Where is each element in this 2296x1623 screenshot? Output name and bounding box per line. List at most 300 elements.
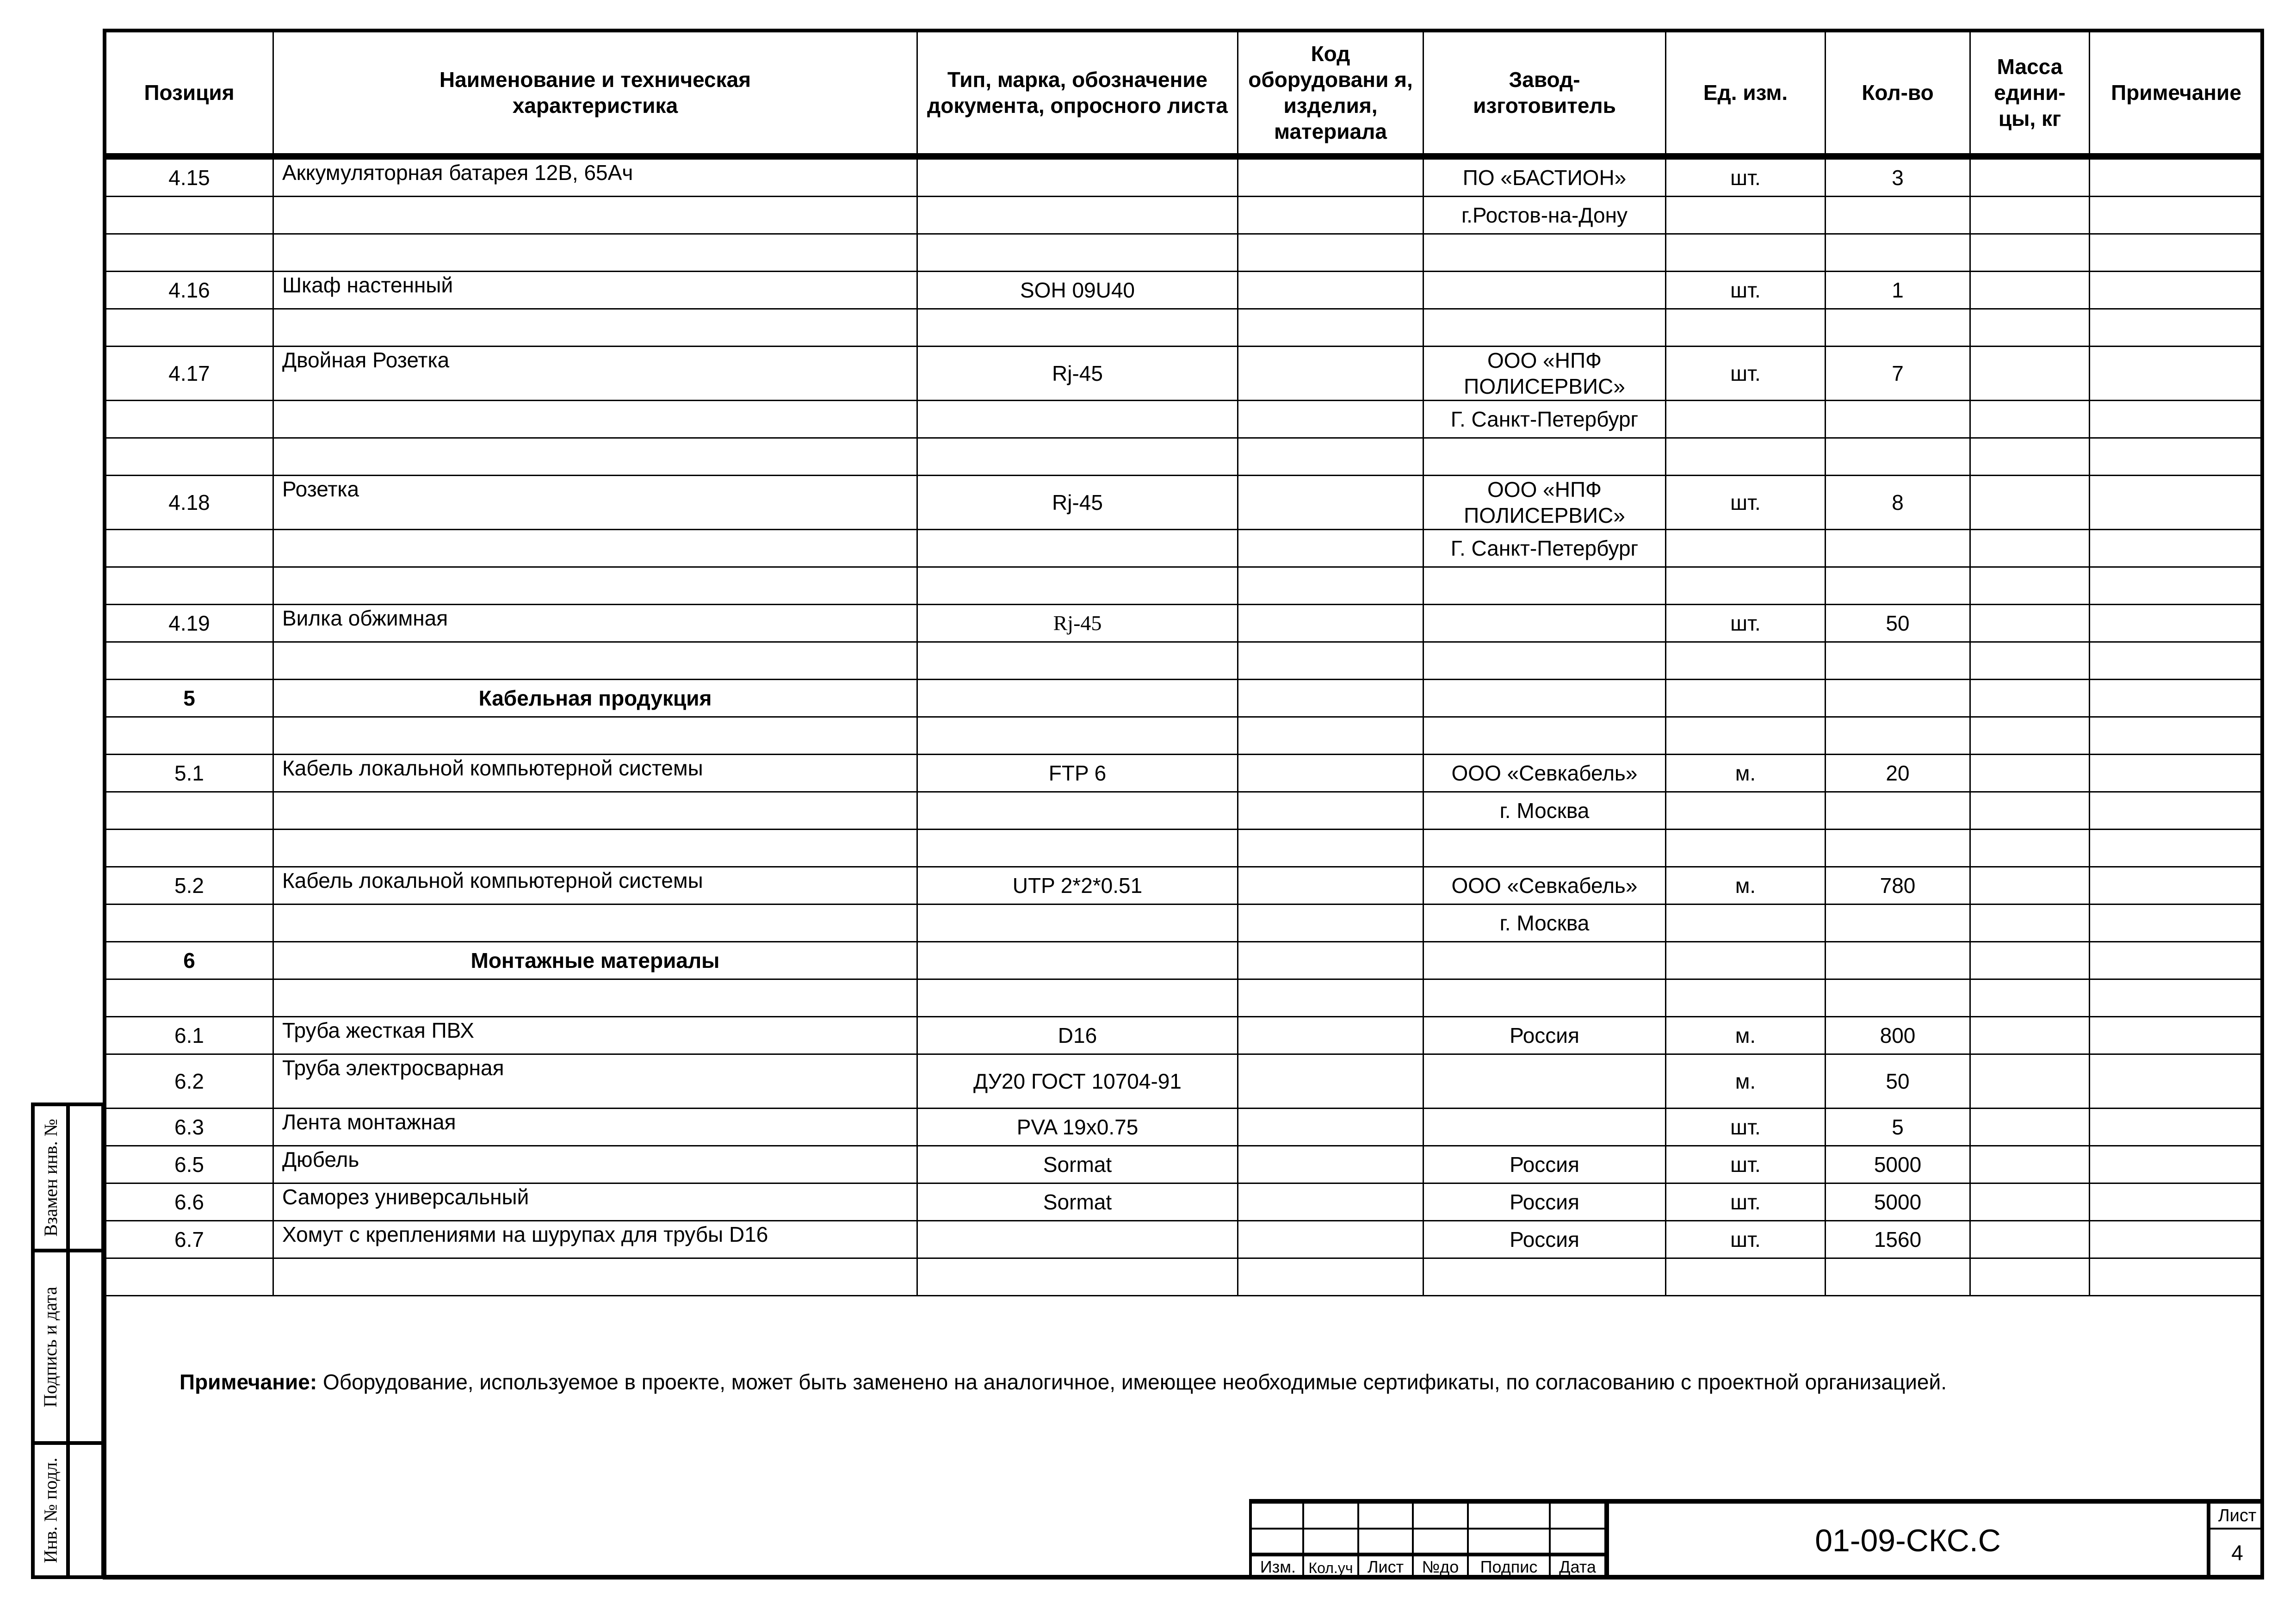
quantity-cell: [1826, 830, 1970, 867]
footnote-label: Примечание:: [179, 1370, 317, 1394]
position-cell: [105, 904, 273, 942]
name-cell: Кабель локальной компьютерной системы: [273, 867, 917, 904]
position-cell: [105, 567, 273, 605]
type-cell: [917, 438, 1238, 476]
manufacturer-cell: Россия: [1423, 1017, 1666, 1054]
table-row: [105, 1109, 2263, 1146]
code-cell: [1238, 830, 1423, 867]
note-cell: [2090, 1221, 2263, 1258]
revision-row-line: [1249, 1528, 1606, 1530]
note-cell: [2090, 234, 2263, 272]
header-unit: Ед. изм.: [1666, 31, 1826, 157]
type-cell: Sormat: [917, 1146, 1238, 1183]
quantity-cell: 20: [1826, 755, 1970, 792]
manufacturer-cell: г. Москва: [1423, 792, 1666, 830]
name-cell: Труба жесткая ПВХ: [273, 1017, 917, 1054]
name-cell: [273, 530, 917, 567]
note-cell: [2090, 680, 2263, 717]
specification-table: [105, 31, 2264, 1296]
unit-cell: [1666, 1258, 1826, 1296]
note-cell: [2090, 1183, 2263, 1221]
section-row: [105, 942, 2263, 979]
unit-cell: шт.: [1666, 1221, 1826, 1258]
unit-cell: шт.: [1666, 156, 1826, 197]
name-cell: [273, 438, 917, 476]
position-cell: 4.19: [105, 605, 273, 642]
note-cell: [2090, 530, 2263, 567]
mass-cell: [1970, 567, 2090, 605]
mass-cell: [1970, 1146, 2090, 1183]
footnote: [179, 1369, 1947, 1394]
stamp-original-inv-label: Инв. № подл.: [40, 1457, 61, 1563]
table-row: [105, 792, 2263, 830]
header-name: Наименование и техническая характеристика: [273, 31, 917, 157]
mass-cell: [1970, 979, 2090, 1017]
mass-cell: [1970, 401, 2090, 438]
table-row: [105, 567, 2263, 605]
name-cell: [273, 792, 917, 830]
type-cell: SOH 09U40: [917, 272, 1238, 309]
quantity-cell: 7: [1826, 347, 1970, 401]
header-quantity: Кол-во: [1826, 31, 1970, 157]
code-cell: [1238, 309, 1423, 347]
name-cell: [273, 830, 917, 867]
note-cell: [2090, 347, 2263, 401]
mass-cell: [1970, 1109, 2090, 1146]
note-cell: [2090, 401, 2263, 438]
unit-cell: м.: [1666, 1054, 1826, 1109]
table-row: [105, 867, 2263, 904]
type-cell: [917, 904, 1238, 942]
quantity-cell: 1560: [1826, 1221, 1970, 1258]
type-cell: [917, 680, 1238, 717]
manufacturer-cell: Россия: [1423, 1221, 1666, 1258]
name-cell: [273, 197, 917, 234]
table-row: [105, 530, 2263, 567]
mass-cell: [1970, 476, 2090, 530]
position-cell: 6: [105, 942, 273, 979]
type-cell: [917, 792, 1238, 830]
unit-cell: м.: [1666, 867, 1826, 904]
mass-cell: [1970, 197, 2090, 234]
sheet-number: 4: [2231, 1541, 2243, 1565]
manufacturer-cell: [1423, 1258, 1666, 1296]
type-cell: Rj-45: [917, 605, 1238, 642]
note-cell: [2090, 942, 2263, 979]
position-cell: 4.17: [105, 347, 273, 401]
table-row: [105, 717, 2263, 755]
table-row: [105, 234, 2263, 272]
header-note: Примечание: [2090, 31, 2263, 157]
unit-cell: [1666, 792, 1826, 830]
manufacturer-cell: г. Москва: [1423, 904, 1666, 942]
table-row: [105, 476, 2263, 530]
note-cell: [2090, 605, 2263, 642]
mass-cell: [1970, 642, 2090, 680]
name-cell: Двойная Розетка: [273, 347, 917, 401]
manufacturer-cell: [1423, 567, 1666, 605]
name-cell: Кабель локальной компьютерной системы: [273, 755, 917, 792]
type-cell: [917, 979, 1238, 1017]
quantity-cell: [1826, 942, 1970, 979]
mass-cell: [1970, 755, 2090, 792]
unit-cell: [1666, 234, 1826, 272]
note-cell: [2090, 1054, 2263, 1109]
note-cell: [2090, 1146, 2263, 1183]
quantity-cell: 1: [1826, 272, 1970, 309]
name-cell: Вилка обжимная: [273, 605, 917, 642]
note-cell: [2090, 717, 2263, 755]
table-header-row: [105, 31, 2263, 157]
code-cell: [1238, 1017, 1423, 1054]
unit-cell: [1666, 197, 1826, 234]
code-cell: [1238, 272, 1423, 309]
position-cell: [105, 197, 273, 234]
code-cell: [1238, 755, 1423, 792]
header-type: Тип, марка, обозначение документа, опросного листа: [917, 31, 1238, 157]
name-cell: [273, 567, 917, 605]
mass-cell: [1970, 1258, 2090, 1296]
manufacturer-cell: [1423, 942, 1666, 979]
position-cell: [105, 792, 273, 830]
mass-cell: [1970, 1017, 2090, 1054]
position-cell: 5.2: [105, 867, 273, 904]
note-cell: [2090, 272, 2263, 309]
type-cell: Rj-45: [917, 347, 1238, 401]
manufacturer-cell: ООО «НПФ ПОЛИСЕРВИС»: [1423, 476, 1666, 530]
code-cell: [1238, 792, 1423, 830]
code-cell: [1238, 942, 1423, 979]
revision-col-list: [1359, 1504, 1414, 1578]
mass-cell: [1970, 1221, 2090, 1258]
position-cell: [105, 438, 273, 476]
stamp-original-inv: [35, 1445, 66, 1575]
code-cell: [1238, 717, 1423, 755]
manufacturer-cell: [1423, 1109, 1666, 1146]
revision-col-sign: [1469, 1504, 1551, 1578]
unit-cell: [1666, 401, 1826, 438]
manufacturer-cell: [1423, 272, 1666, 309]
code-cell: [1238, 1054, 1423, 1109]
name-cell: Труба электросварная: [273, 1054, 917, 1109]
table-row: [105, 438, 2263, 476]
quantity-cell: [1826, 438, 1970, 476]
note-cell: [2090, 476, 2263, 530]
manufacturer-cell: [1423, 642, 1666, 680]
quantity-cell: 3: [1826, 156, 1970, 197]
type-cell: [917, 309, 1238, 347]
position-cell: 4.18: [105, 476, 273, 530]
label-kolvo: Кол.уч: [1308, 1560, 1353, 1576]
quantity-cell: [1826, 401, 1970, 438]
unit-cell: шт.: [1666, 1183, 1826, 1221]
mass-cell: [1970, 605, 2090, 642]
position-cell: [105, 717, 273, 755]
position-cell: [105, 830, 273, 867]
code-cell: [1238, 234, 1423, 272]
manufacturer-cell: г.Ростов-на-Дону: [1423, 197, 1666, 234]
mass-cell: [1970, 830, 2090, 867]
table-row: [105, 1054, 2263, 1109]
stamp-replacement-inv: [35, 1106, 66, 1249]
label-signature: Подпис: [1480, 1557, 1538, 1576]
quantity-cell: [1826, 567, 1970, 605]
mass-cell: [1970, 309, 2090, 347]
table-row: [105, 156, 2263, 197]
type-cell: Rj-45: [917, 476, 1238, 530]
unit-cell: [1666, 438, 1826, 476]
type-cell: Sormat: [917, 1183, 1238, 1221]
side-stamp: [31, 1103, 105, 1579]
code-cell: [1238, 401, 1423, 438]
code-cell: [1238, 1183, 1423, 1221]
type-cell: [917, 642, 1238, 680]
table-row: [105, 1183, 2263, 1221]
name-cell: Монтажные материалы: [273, 942, 917, 979]
note-cell: [2090, 1017, 2263, 1054]
position-cell: 5: [105, 680, 273, 717]
label-date: Дата: [1559, 1557, 1596, 1576]
type-cell: [917, 717, 1238, 755]
position-cell: 5.1: [105, 755, 273, 792]
unit-cell: [1666, 642, 1826, 680]
unit-cell: [1666, 530, 1826, 567]
quantity-cell: 5000: [1826, 1183, 1970, 1221]
name-cell: Кабельная продукция: [273, 680, 917, 717]
quantity-cell: 5: [1826, 1109, 1970, 1146]
quantity-cell: [1826, 1258, 1970, 1296]
name-cell: [273, 979, 917, 1017]
title-block: [1249, 1499, 2264, 1578]
note-cell: [2090, 1109, 2263, 1146]
unit-cell: шт.: [1666, 476, 1826, 530]
manufacturer-cell: ООО «Севкабель»: [1423, 755, 1666, 792]
mass-cell: [1970, 904, 2090, 942]
code-cell: [1238, 680, 1423, 717]
revision-col-date: [1551, 1504, 1606, 1578]
position-cell: 6.7: [105, 1221, 273, 1258]
note-cell: [2090, 830, 2263, 867]
mass-cell: [1970, 942, 2090, 979]
table-row: [105, 309, 2263, 347]
header-position: Позиция: [105, 31, 273, 157]
code-cell: [1238, 156, 1423, 197]
quantity-cell: 8: [1826, 476, 1970, 530]
code-cell: [1238, 605, 1423, 642]
type-cell: [917, 197, 1238, 234]
quantity-cell: [1826, 234, 1970, 272]
unit-cell: шт.: [1666, 1109, 1826, 1146]
code-cell: [1238, 1109, 1423, 1146]
type-cell: [917, 401, 1238, 438]
side-stamp-divider: [66, 1106, 70, 1575]
code-cell: [1238, 1221, 1423, 1258]
label-list: Лист: [1367, 1557, 1404, 1576]
manufacturer-cell: Г. Санкт-Петербург: [1423, 401, 1666, 438]
quantity-cell: [1826, 309, 1970, 347]
quantity-cell: [1826, 530, 1970, 567]
table-row: [105, 197, 2263, 234]
note-cell: [2090, 792, 2263, 830]
table-row: [105, 1017, 2263, 1054]
note-cell: [2090, 642, 2263, 680]
table-row: [105, 1146, 2263, 1183]
name-cell: Хомут с креплениями на шурупах для трубы D16: [273, 1221, 917, 1258]
document-code: 01-09-СКС.С: [1606, 1504, 2207, 1578]
note-cell: [2090, 309, 2263, 347]
note-cell: [2090, 904, 2263, 942]
manufacturer-cell: ПО «БАСТИОН»: [1423, 156, 1666, 197]
mass-cell: [1970, 530, 2090, 567]
position-cell: 6.5: [105, 1146, 273, 1183]
stamp-line: [35, 1441, 101, 1445]
table-row: [105, 904, 2263, 942]
name-cell: [273, 401, 917, 438]
sheet-box: [2207, 1504, 2264, 1578]
code-cell: [1238, 567, 1423, 605]
code-cell: [1238, 530, 1423, 567]
quantity-cell: 50: [1826, 1054, 1970, 1109]
footnote-text: Оборудование, используемое в проекте, может быть заменено на аналогичное, имеющее необходимые сертификаты, по согласованию с проектной организацией.: [317, 1370, 1947, 1394]
type-cell: [917, 1258, 1238, 1296]
unit-cell: шт.: [1666, 272, 1826, 309]
label-izm: Изм.: [1260, 1557, 1296, 1576]
manufacturer-cell: [1423, 680, 1666, 717]
unit-cell: м.: [1666, 1017, 1826, 1054]
label-doc-number: №до: [1422, 1557, 1459, 1576]
code-cell: [1238, 1258, 1423, 1296]
table-row: [105, 830, 2263, 867]
position-cell: [105, 401, 273, 438]
quantity-cell: 50: [1826, 605, 1970, 642]
table-row: [105, 1221, 2263, 1258]
code-cell: [1238, 979, 1423, 1017]
code-cell: [1238, 642, 1423, 680]
quantity-cell: [1826, 642, 1970, 680]
name-cell: [273, 642, 917, 680]
type-cell: PVA 19x0.75: [917, 1109, 1238, 1146]
mass-cell: [1970, 347, 2090, 401]
quantity-cell: [1826, 717, 1970, 755]
revision-col-izm: [1249, 1504, 1304, 1578]
code-cell: [1238, 347, 1423, 401]
code-cell: [1238, 1146, 1423, 1183]
note-cell: [2090, 197, 2263, 234]
quantity-cell: 800: [1826, 1017, 1970, 1054]
mass-cell: [1970, 438, 2090, 476]
type-cell: FTP 6: [917, 755, 1238, 792]
mass-cell: [1970, 1054, 2090, 1109]
type-cell: D16: [917, 1017, 1238, 1054]
type-cell: [917, 1221, 1238, 1258]
manufacturer-cell: [1423, 1054, 1666, 1109]
type-cell: [917, 530, 1238, 567]
position-cell: 4.16: [105, 272, 273, 309]
mass-cell: [1970, 792, 2090, 830]
sheet-label: Лист: [2210, 1504, 2264, 1530]
name-cell: Розетка: [273, 476, 917, 530]
type-cell: [917, 156, 1238, 197]
revision-col-kolvo: [1304, 1504, 1359, 1578]
name-cell: [273, 309, 917, 347]
mass-cell: [1970, 717, 2090, 755]
name-cell: [273, 904, 917, 942]
position-cell: 4.15: [105, 156, 273, 197]
mass-cell: [1970, 867, 2090, 904]
note-cell: [2090, 867, 2263, 904]
note-cell: [2090, 567, 2263, 605]
mass-cell: [1970, 680, 2090, 717]
mass-cell: [1970, 156, 2090, 197]
revision-col-doc: [1414, 1504, 1469, 1578]
unit-cell: шт.: [1666, 605, 1826, 642]
manufacturer-cell: [1423, 717, 1666, 755]
revision-row-line-thick: [1249, 1553, 1606, 1556]
manufacturer-cell: [1423, 438, 1666, 476]
type-cell: [917, 830, 1238, 867]
manufacturer-cell: ООО «Севкабель»: [1423, 867, 1666, 904]
mass-cell: [1970, 1183, 2090, 1221]
type-cell: [917, 567, 1238, 605]
name-cell: Шкаф настенный: [273, 272, 917, 309]
name-cell: [273, 234, 917, 272]
note-cell: [2090, 438, 2263, 476]
code-cell: [1238, 867, 1423, 904]
stamp-replacement-inv-label: Взамен инв. №: [40, 1118, 61, 1237]
position-cell: 6.6: [105, 1183, 273, 1221]
position-cell: [105, 234, 273, 272]
header-manufacturer: Завод-изготовитель: [1423, 31, 1666, 157]
unit-cell: [1666, 942, 1826, 979]
position-cell: 6.2: [105, 1054, 273, 1109]
type-cell: [917, 942, 1238, 979]
manufacturer-cell: [1423, 830, 1666, 867]
name-cell: Дюбель: [273, 1146, 917, 1183]
quantity-cell: [1826, 904, 1970, 942]
manufacturer-cell: ООО «НПФ ПОЛИСЕРВИС»: [1423, 347, 1666, 401]
table-row: [105, 642, 2263, 680]
table-row: [105, 272, 2263, 309]
unit-cell: [1666, 904, 1826, 942]
code-cell: [1238, 197, 1423, 234]
code-cell: [1238, 476, 1423, 530]
position-cell: [105, 979, 273, 1017]
manufacturer-cell: Россия: [1423, 1146, 1666, 1183]
name-cell: [273, 1258, 917, 1296]
unit-cell: м.: [1666, 755, 1826, 792]
name-cell: Саморез универсальный: [273, 1183, 917, 1221]
note-cell: [2090, 156, 2263, 197]
header-mass: Масса едини-цы, кг: [1970, 31, 2090, 157]
unit-cell: [1666, 717, 1826, 755]
note-cell: [2090, 1258, 2263, 1296]
title-block-top-line: [1249, 1499, 2264, 1504]
quantity-cell: [1826, 979, 1970, 1017]
manufacturer-cell: Россия: [1423, 1183, 1666, 1221]
type-cell: [917, 234, 1238, 272]
note-cell: [2090, 979, 2263, 1017]
manufacturer-cell: [1423, 979, 1666, 1017]
position-cell: 6.1: [105, 1017, 273, 1054]
position-cell: 6.3: [105, 1109, 273, 1146]
header-code: Код оборудовани я, изделия, материала: [1238, 31, 1423, 157]
quantity-cell: [1826, 792, 1970, 830]
position-cell: [105, 530, 273, 567]
quantity-cell: 5000: [1826, 1146, 1970, 1183]
unit-cell: шт.: [1666, 347, 1826, 401]
position-cell: [105, 1258, 273, 1296]
code-cell: [1238, 904, 1423, 942]
